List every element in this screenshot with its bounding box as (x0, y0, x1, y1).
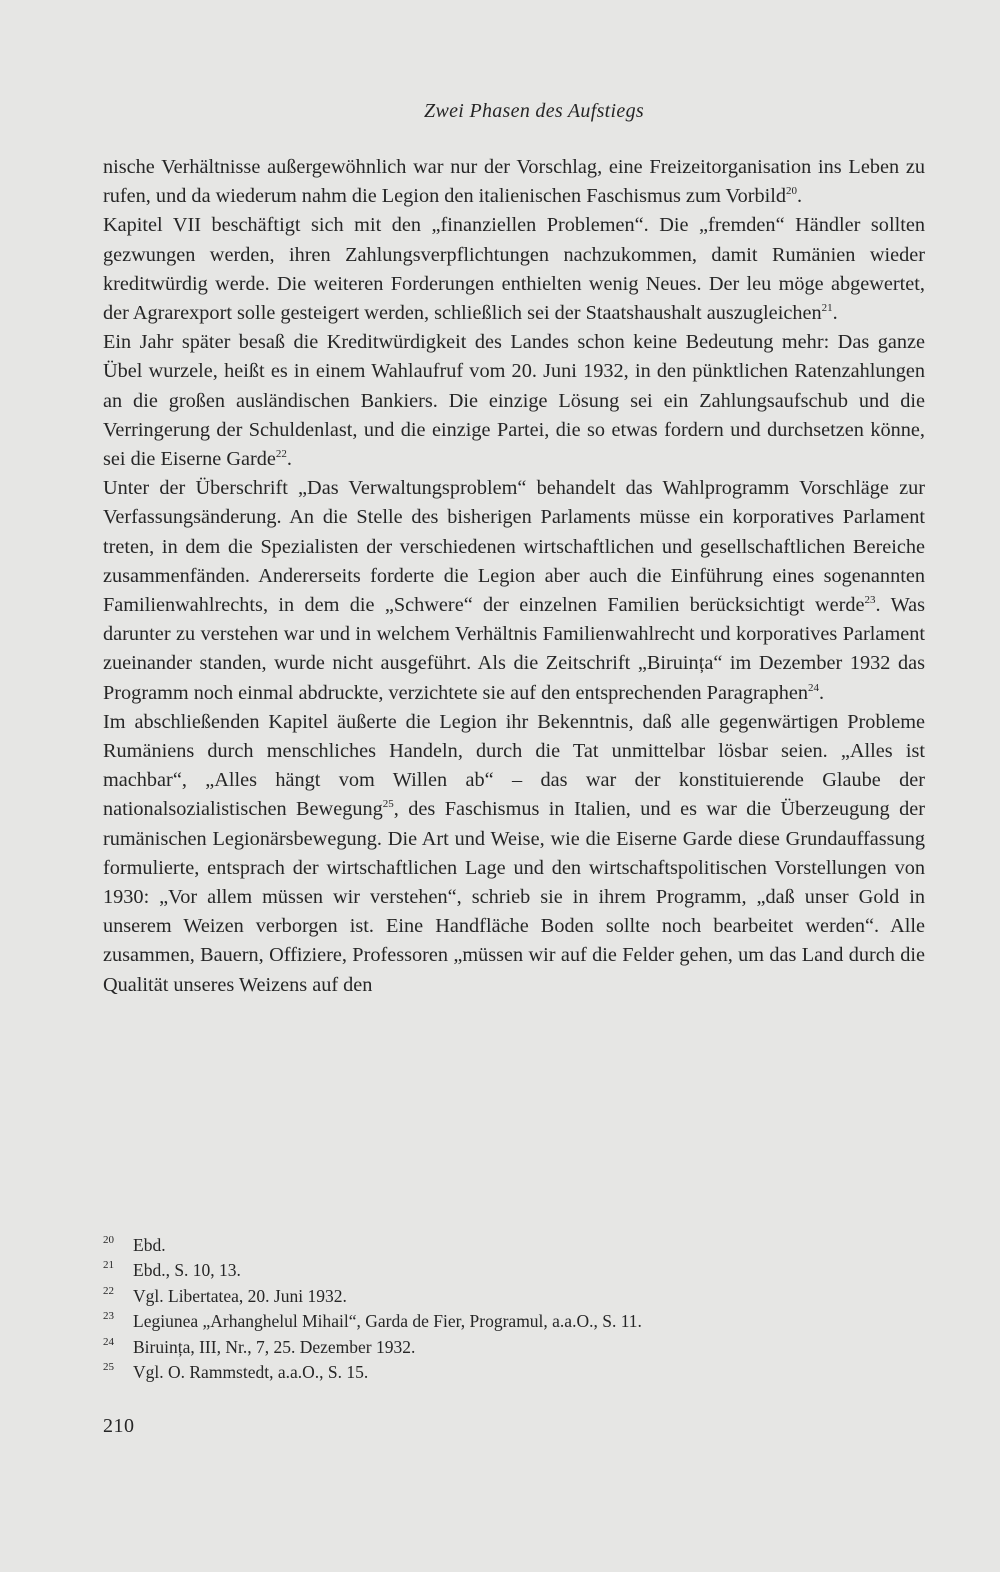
footnote-text: Ebd. (133, 1235, 166, 1255)
text-run: nische Verhältnisse außergewöhnlich war nur der Vorschlag, eine Freizeitorganisation ins Leben zu rufen, und da wiederum nahm die Legion den italienischen Faschismus zum Vorbild (103, 156, 925, 208)
footnote (103, 1336, 925, 1361)
footnote-marker: 21 (821, 302, 833, 315)
text-run: . (797, 185, 803, 208)
page-number: 210 (103, 1415, 135, 1437)
paragraph (103, 328, 925, 474)
text-run: Kapitel VII beschäftigt sich mit den „finanziellen Problemen“. Die „fremden“ Händler sollten gezwungen werden, ihren Zahlungsverpflichtungen nachzukommen, damit Rumänien wieder kreditwürdig werde. Die weiteren Forderungen enthielten wenig Neues. Der leu möge abgewertet, der Agrarexport solle gesteigert werden, schließlich sei der Staatshaushalt auszugleichen (103, 214, 925, 325)
footnote (103, 1259, 925, 1284)
text-run: , des Faschismus in Italien, und es war die Überzeugung der rumänischen Legionärsbewegung. Die Art und Weise, wie die Eiserne Garde diese Grundauffassung formulierte, entsprach der wirtschaftlichen Lage und den wirtschaftspolitischen Vorstellungen von 1930: „Vor allem müssen wir verstehen“, schrieb sie in ihrem Programm, „daß unser Gold in unserem Weizen verborgen ist. Eine Handfläche Boden sollte noch bearbeitet werden“. Alle zusammen, Bauern, Offiziere, Professoren „müssen wir auf die Felder gehen, um das Land durch die Qualität unseres Weizens auf den (103, 798, 925, 996)
footnote-number: 21 (103, 1259, 114, 1272)
footnote (103, 1361, 925, 1386)
text-run: Im abschließenden Kapitel äußerte die Legion ihr Bekenntnis, daß alle gegenwärtigen Probleme Rumäniens durch menschliches Handeln, durch die Tat unmittelbar lösbar seien. „Alles ist machbar“, „Alles hängt vom Willen ab“ – das war der konstituierende Glaube der nationalsozialistischen Bewegung (103, 710, 925, 821)
footnote (103, 1285, 925, 1310)
text-run: . (832, 302, 838, 325)
text-run: Unter der Überschrift „Das Verwaltungsproblem“ behandelt das Wahlprogramm Vorschläge zur Verfassungsänderung. An die Stelle des bisherigen Parlaments müsse ein korporatives Parlament treten, in dem die Spezialisten der verschiedenen wirtschaftlichen und gesellschaftlichen Bereiche zusammenfänden. Andererseits forderte die Legion aber auch die Einführung eines sogenannten Familienwahlrechts, in dem die „Schwere“ der einzelnen Familien berücksichtigt werde (103, 477, 925, 617)
footnotes (103, 1234, 925, 1386)
page (103, 100, 925, 1000)
footnote-text: Biruința, III, Nr., 7, 25. Dezember 1932. (133, 1336, 416, 1357)
paragraph (103, 708, 925, 1000)
footnote-number: 23 (103, 1310, 114, 1323)
paragraph (103, 474, 925, 708)
footnote-text: Ebd., S. 10, 13. (133, 1260, 241, 1281)
text-run: . (286, 448, 292, 471)
text-run: . Was darunter zu verstehen war und in welchem Verhältnis Familienwahlrecht und korporatives Parlament zueinander standen, wurde nicht ausgeführt. Als die Zeitschrift „Biruința“ im Dezember 1932 das Programm noch einmal abdruckte, verzichtete sie auf den entsprechenden Paragraphen (103, 594, 926, 704)
body-text (103, 153, 925, 1000)
footnote-marker: 22 (275, 448, 287, 461)
footnote-marker: 23 (864, 594, 876, 607)
footnote (103, 1310, 925, 1335)
footnote (103, 1234, 925, 1259)
text-run: . (819, 681, 825, 704)
paragraph (103, 153, 925, 211)
footnote-text: Vgl. Libertatea, 20. Juni 1932. (133, 1285, 347, 1306)
running-head: Zwei Phasen des Aufstiegs (424, 100, 644, 122)
footnote-marker: 25 (382, 798, 394, 811)
footnote-number: 25 (103, 1361, 114, 1374)
footnote-number: 22 (103, 1284, 114, 1297)
paragraph (103, 211, 925, 328)
text-run: Ein Jahr später besaß die Kreditwürdigkeit des Landes schon keine Bedeutung mehr: Das ganze Übel wurzele, heißt es in einem Wahlaufruf vom 20. Juni 1932, in den pünktlichen Ratenzahlungen an die großen ausländischen Bankiers. Die einzige Lösung sei ein Zahlungsaufschub und die Verringerung der Schuldenlast, und die einzige Partei, die so etwas fordern und durchsetzen könne, sei die Eiserne Garde (103, 331, 925, 471)
footnote-number: 24 (103, 1335, 114, 1348)
footnote-marker: 20 (786, 185, 798, 198)
footnote-marker: 24 (808, 681, 820, 694)
footnote-number: 20 (103, 1234, 114, 1246)
footnote-text: Vgl. O. Rammstedt, a.a.O., S. 15. (133, 1362, 369, 1383)
footnote-text: Legiunea „Arhanghelul Mihail“, Garda de Fier, Programul, a.a.O., S. 11. (133, 1311, 642, 1332)
